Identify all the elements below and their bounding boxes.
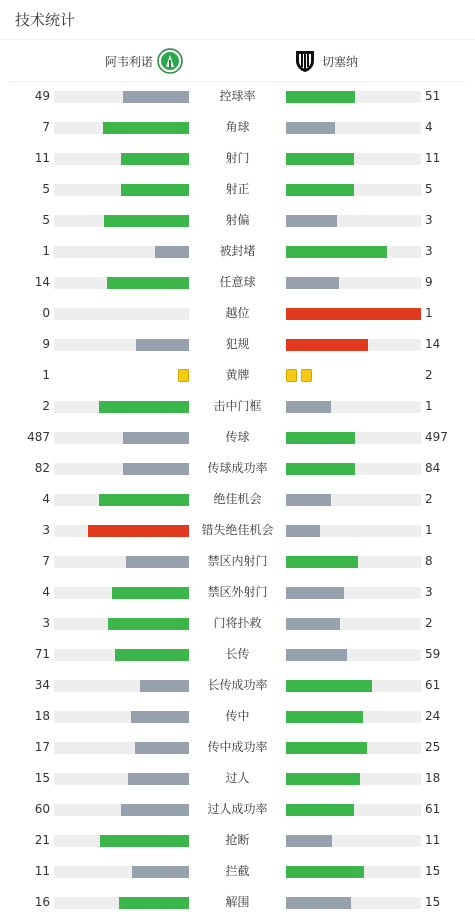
- away-bar-fill: [286, 91, 355, 103]
- stat-row: [0, 608, 475, 639]
- away-bar-track: [286, 401, 421, 413]
- stat-row: [0, 515, 475, 546]
- away-bar-track: [286, 897, 421, 909]
- stat-label: 绝佳机会: [213, 492, 262, 506]
- away-bar-fill: [286, 184, 354, 196]
- away-value: 497: [425, 430, 448, 444]
- home-bar-fill: [119, 897, 189, 909]
- home-value: 11: [34, 151, 50, 165]
- away-team-logo-icon: [292, 48, 318, 74]
- stat-label: 门将扑救: [213, 616, 262, 630]
- home-bar-fill: [115, 649, 189, 661]
- stat-label: 黄牌: [225, 368, 250, 382]
- away-bar-fill: [286, 308, 421, 320]
- stat-label: 传球成功率: [207, 461, 268, 475]
- stat-label: 角球: [225, 120, 250, 134]
- home-value: 7: [42, 554, 50, 568]
- home-value: 11: [34, 864, 50, 878]
- home-bar-fill: [107, 277, 189, 289]
- home-cards: [178, 369, 189, 382]
- home-bar-fill: [103, 122, 189, 134]
- home-bar-fill: [104, 215, 189, 227]
- away-bar-track: [286, 711, 421, 723]
- home-bar-fill: [121, 804, 189, 816]
- home-value: 3: [42, 616, 50, 630]
- away-bar-fill: [286, 680, 372, 692]
- away-bar-fill: [286, 494, 331, 506]
- home-bar-track: [54, 339, 189, 351]
- stat-row: [0, 81, 475, 112]
- stat-label: 过人: [225, 771, 250, 785]
- away-bar-track: [286, 587, 421, 599]
- home-bar-fill: [126, 556, 189, 568]
- home-value: 15: [34, 771, 50, 785]
- home-value: 0: [42, 306, 50, 320]
- home-bar-track: [54, 556, 189, 568]
- away-bar-track: [286, 649, 421, 661]
- away-bar-fill: [286, 649, 347, 661]
- away-value: 4: [425, 120, 433, 134]
- home-value: 17: [34, 740, 50, 754]
- stat-label: 过人成功率: [207, 802, 268, 816]
- home-bar-fill: [136, 339, 189, 351]
- away-value: 3: [425, 244, 433, 258]
- stat-row: [0, 236, 475, 267]
- home-bar-track: [54, 618, 189, 630]
- home-bar-track: [54, 215, 189, 227]
- home-bar-track: [54, 494, 189, 506]
- home-value: 71: [34, 647, 50, 661]
- away-cards: [286, 369, 312, 382]
- stat-row: [0, 701, 475, 732]
- away-bar-track: [286, 339, 421, 351]
- away-bar-track: [286, 680, 421, 692]
- home-team[interactable]: [105, 48, 183, 74]
- home-value: 4: [42, 585, 50, 599]
- away-value: 1: [425, 399, 433, 413]
- stats-header: [0, 0, 475, 40]
- stat-row: [0, 577, 475, 608]
- home-bar-fill: [128, 773, 189, 785]
- away-bar-fill: [286, 866, 364, 878]
- home-bar-fill: [132, 866, 189, 878]
- away-bar-fill: [286, 897, 351, 909]
- home-bar-track: [54, 680, 189, 692]
- home-bar-track: [54, 897, 189, 909]
- away-bar-track: [286, 742, 421, 754]
- away-bar-track: [286, 246, 421, 258]
- stat-row: [0, 794, 475, 825]
- away-bar-fill: [286, 215, 337, 227]
- away-value: 25: [425, 740, 441, 754]
- stat-row: [0, 422, 475, 453]
- teams-bar: [10, 40, 465, 82]
- away-value: 15: [425, 895, 441, 909]
- home-value: 34: [34, 678, 50, 692]
- away-bar-track: [286, 866, 421, 878]
- stat-row: [0, 174, 475, 205]
- away-value: 2: [425, 616, 433, 630]
- home-bar-track: [54, 835, 189, 847]
- home-bar-fill: [135, 742, 189, 754]
- away-bar-fill: [286, 711, 363, 723]
- stat-label: 拦截: [225, 864, 250, 878]
- away-bar-fill: [286, 773, 360, 785]
- yellow-card-icon: [178, 369, 189, 382]
- away-bar-track: [286, 804, 421, 816]
- away-team-name: 切塞纳: [322, 54, 359, 69]
- away-bar-fill: [286, 432, 355, 444]
- home-value: 7: [42, 120, 50, 134]
- stat-row: [0, 825, 475, 856]
- away-value: 2: [425, 368, 433, 382]
- home-bar-fill: [123, 463, 189, 475]
- stat-label: 长传: [225, 647, 250, 661]
- home-value: 1: [42, 244, 50, 258]
- home-value: 14: [34, 275, 50, 289]
- away-value: 11: [425, 151, 441, 165]
- stat-label: 射偏: [225, 213, 250, 227]
- stat-row: [0, 887, 475, 918]
- home-bar-fill: [123, 91, 189, 103]
- stat-row: [0, 112, 475, 143]
- home-bar-track: [54, 401, 189, 413]
- stat-row: [0, 267, 475, 298]
- home-bar-fill: [121, 153, 189, 165]
- stat-label: 错失绝佳机会: [201, 523, 274, 537]
- home-value: 487: [27, 430, 50, 444]
- stat-label: 被封堵: [219, 244, 256, 258]
- away-bar-track: [286, 153, 421, 165]
- away-value: 9: [425, 275, 433, 289]
- home-bar-fill: [121, 184, 189, 196]
- away-value: 15: [425, 864, 441, 878]
- home-bar-fill: [99, 401, 189, 413]
- home-value: 60: [34, 802, 50, 816]
- home-bar-fill: [123, 432, 189, 444]
- yellow-card-icon: [301, 369, 312, 382]
- away-bar-fill: [286, 277, 339, 289]
- home-bar-fill: [131, 711, 189, 723]
- home-bar-track: [54, 649, 189, 661]
- away-value: 18: [425, 771, 441, 785]
- home-value: 49: [34, 89, 50, 103]
- home-bar-fill: [99, 494, 189, 506]
- away-value: 8: [425, 554, 433, 568]
- away-bar-track: [286, 463, 421, 475]
- stat-label: 禁区内射门: [207, 554, 268, 568]
- away-bar-fill: [286, 556, 358, 568]
- home-value: 21: [34, 833, 50, 847]
- away-bar-fill: [286, 742, 367, 754]
- stat-row: [0, 546, 475, 577]
- away-bar-track: [286, 618, 421, 630]
- away-bar-track: [286, 215, 421, 227]
- stat-row: [0, 391, 475, 422]
- stat-row: [0, 453, 475, 484]
- away-bar-fill: [286, 804, 354, 816]
- stat-label: 长传成功率: [207, 678, 268, 692]
- home-value: 18: [34, 709, 50, 723]
- away-value: 61: [425, 802, 441, 816]
- away-bar-track: [286, 91, 421, 103]
- away-bar-track: [286, 525, 421, 537]
- home-bar-track: [54, 525, 189, 537]
- home-team-logo-icon: [157, 48, 183, 74]
- stat-label: 射正: [225, 182, 250, 196]
- away-bar-fill: [286, 246, 387, 258]
- stat-row: [0, 205, 475, 236]
- home-bar-track: [54, 866, 189, 878]
- stat-row: [0, 670, 475, 701]
- home-bar-fill: [108, 618, 189, 630]
- away-bar-track: [286, 773, 421, 785]
- stat-label: 解围: [225, 895, 250, 909]
- stat-label: 抢断: [225, 833, 250, 847]
- away-bar-fill: [286, 618, 340, 630]
- stat-label: 传球: [225, 430, 250, 444]
- away-bar-track: [286, 556, 421, 568]
- away-bar-fill: [286, 339, 368, 351]
- home-value: 82: [34, 461, 50, 475]
- home-bar-track: [54, 432, 189, 444]
- away-bar-fill: [286, 587, 344, 599]
- home-bar-track: [54, 91, 189, 103]
- home-bar-fill: [155, 246, 189, 258]
- away-value: 51: [425, 89, 441, 103]
- home-bar-track: [54, 804, 189, 816]
- away-value: 1: [425, 306, 433, 320]
- stat-row: [0, 360, 475, 391]
- home-bar-fill: [100, 835, 189, 847]
- away-value: 84: [425, 461, 441, 475]
- away-value: 61: [425, 678, 441, 692]
- page-title: 技术统计: [15, 11, 76, 29]
- stat-label: 任意球: [219, 275, 256, 289]
- yellow-card-icon: [286, 369, 297, 382]
- home-bar-track: [54, 711, 189, 723]
- home-value: 1: [42, 368, 50, 382]
- stat-row: [0, 732, 475, 763]
- home-bar-fill: [140, 680, 189, 692]
- away-bar-fill: [286, 525, 320, 537]
- away-bar-track: [286, 308, 421, 320]
- home-bar-track: [54, 742, 189, 754]
- away-bar-fill: [286, 463, 355, 475]
- home-bar-track: [54, 246, 189, 258]
- away-bar-track: [286, 494, 421, 506]
- stat-label: 越位: [225, 306, 250, 320]
- home-bar-track: [54, 773, 189, 785]
- home-value: 5: [42, 182, 50, 196]
- stat-label: 传中成功率: [207, 740, 268, 754]
- stat-row: [0, 484, 475, 515]
- away-value: 11: [425, 833, 441, 847]
- home-bar-track: [54, 308, 189, 320]
- stat-row: [0, 763, 475, 794]
- stat-row: [0, 143, 475, 174]
- away-bar-track: [286, 277, 421, 289]
- stat-row: [0, 856, 475, 887]
- home-value: 16: [34, 895, 50, 909]
- away-value: 2: [425, 492, 433, 506]
- home-value: 4: [42, 492, 50, 506]
- away-team[interactable]: [292, 48, 358, 74]
- away-bar-track: [286, 184, 421, 196]
- home-bar-fill: [88, 525, 189, 537]
- away-bar-fill: [286, 122, 335, 134]
- away-bar-fill: [286, 401, 331, 413]
- away-bar-fill: [286, 153, 354, 165]
- home-bar-track: [54, 153, 189, 165]
- stat-label: 犯规: [225, 337, 250, 351]
- stat-label: 传中: [225, 709, 250, 723]
- home-bar-track: [54, 587, 189, 599]
- home-value: 2: [42, 399, 50, 413]
- home-value: 3: [42, 523, 50, 537]
- stat-row: [0, 298, 475, 329]
- away-bar-track: [286, 122, 421, 134]
- away-bar-track: [286, 432, 421, 444]
- away-value: 59: [425, 647, 441, 661]
- away-value: 3: [425, 213, 433, 227]
- stat-row: [0, 639, 475, 670]
- away-value: 3: [425, 585, 433, 599]
- stat-label: 击中门框: [213, 399, 262, 413]
- away-value: 1: [425, 523, 433, 537]
- home-bar-track: [54, 122, 189, 134]
- home-value: 5: [42, 213, 50, 227]
- away-value: 14: [425, 337, 441, 351]
- away-value: 5: [425, 182, 433, 196]
- stat-label: 禁区外射门: [207, 585, 268, 599]
- away-bar-track: [286, 835, 421, 847]
- home-bar-fill: [112, 587, 189, 599]
- home-bar-track: [54, 277, 189, 289]
- away-value: 24: [425, 709, 441, 723]
- away-bar-fill: [286, 835, 332, 847]
- stat-label: 射门: [225, 151, 250, 165]
- home-bar-track: [54, 184, 189, 196]
- home-team-name: 阿韦利诺: [104, 54, 153, 69]
- home-bar-track: [54, 463, 189, 475]
- stat-row: [0, 329, 475, 360]
- stat-label: 控球率: [219, 89, 256, 103]
- home-value: 9: [42, 337, 50, 351]
